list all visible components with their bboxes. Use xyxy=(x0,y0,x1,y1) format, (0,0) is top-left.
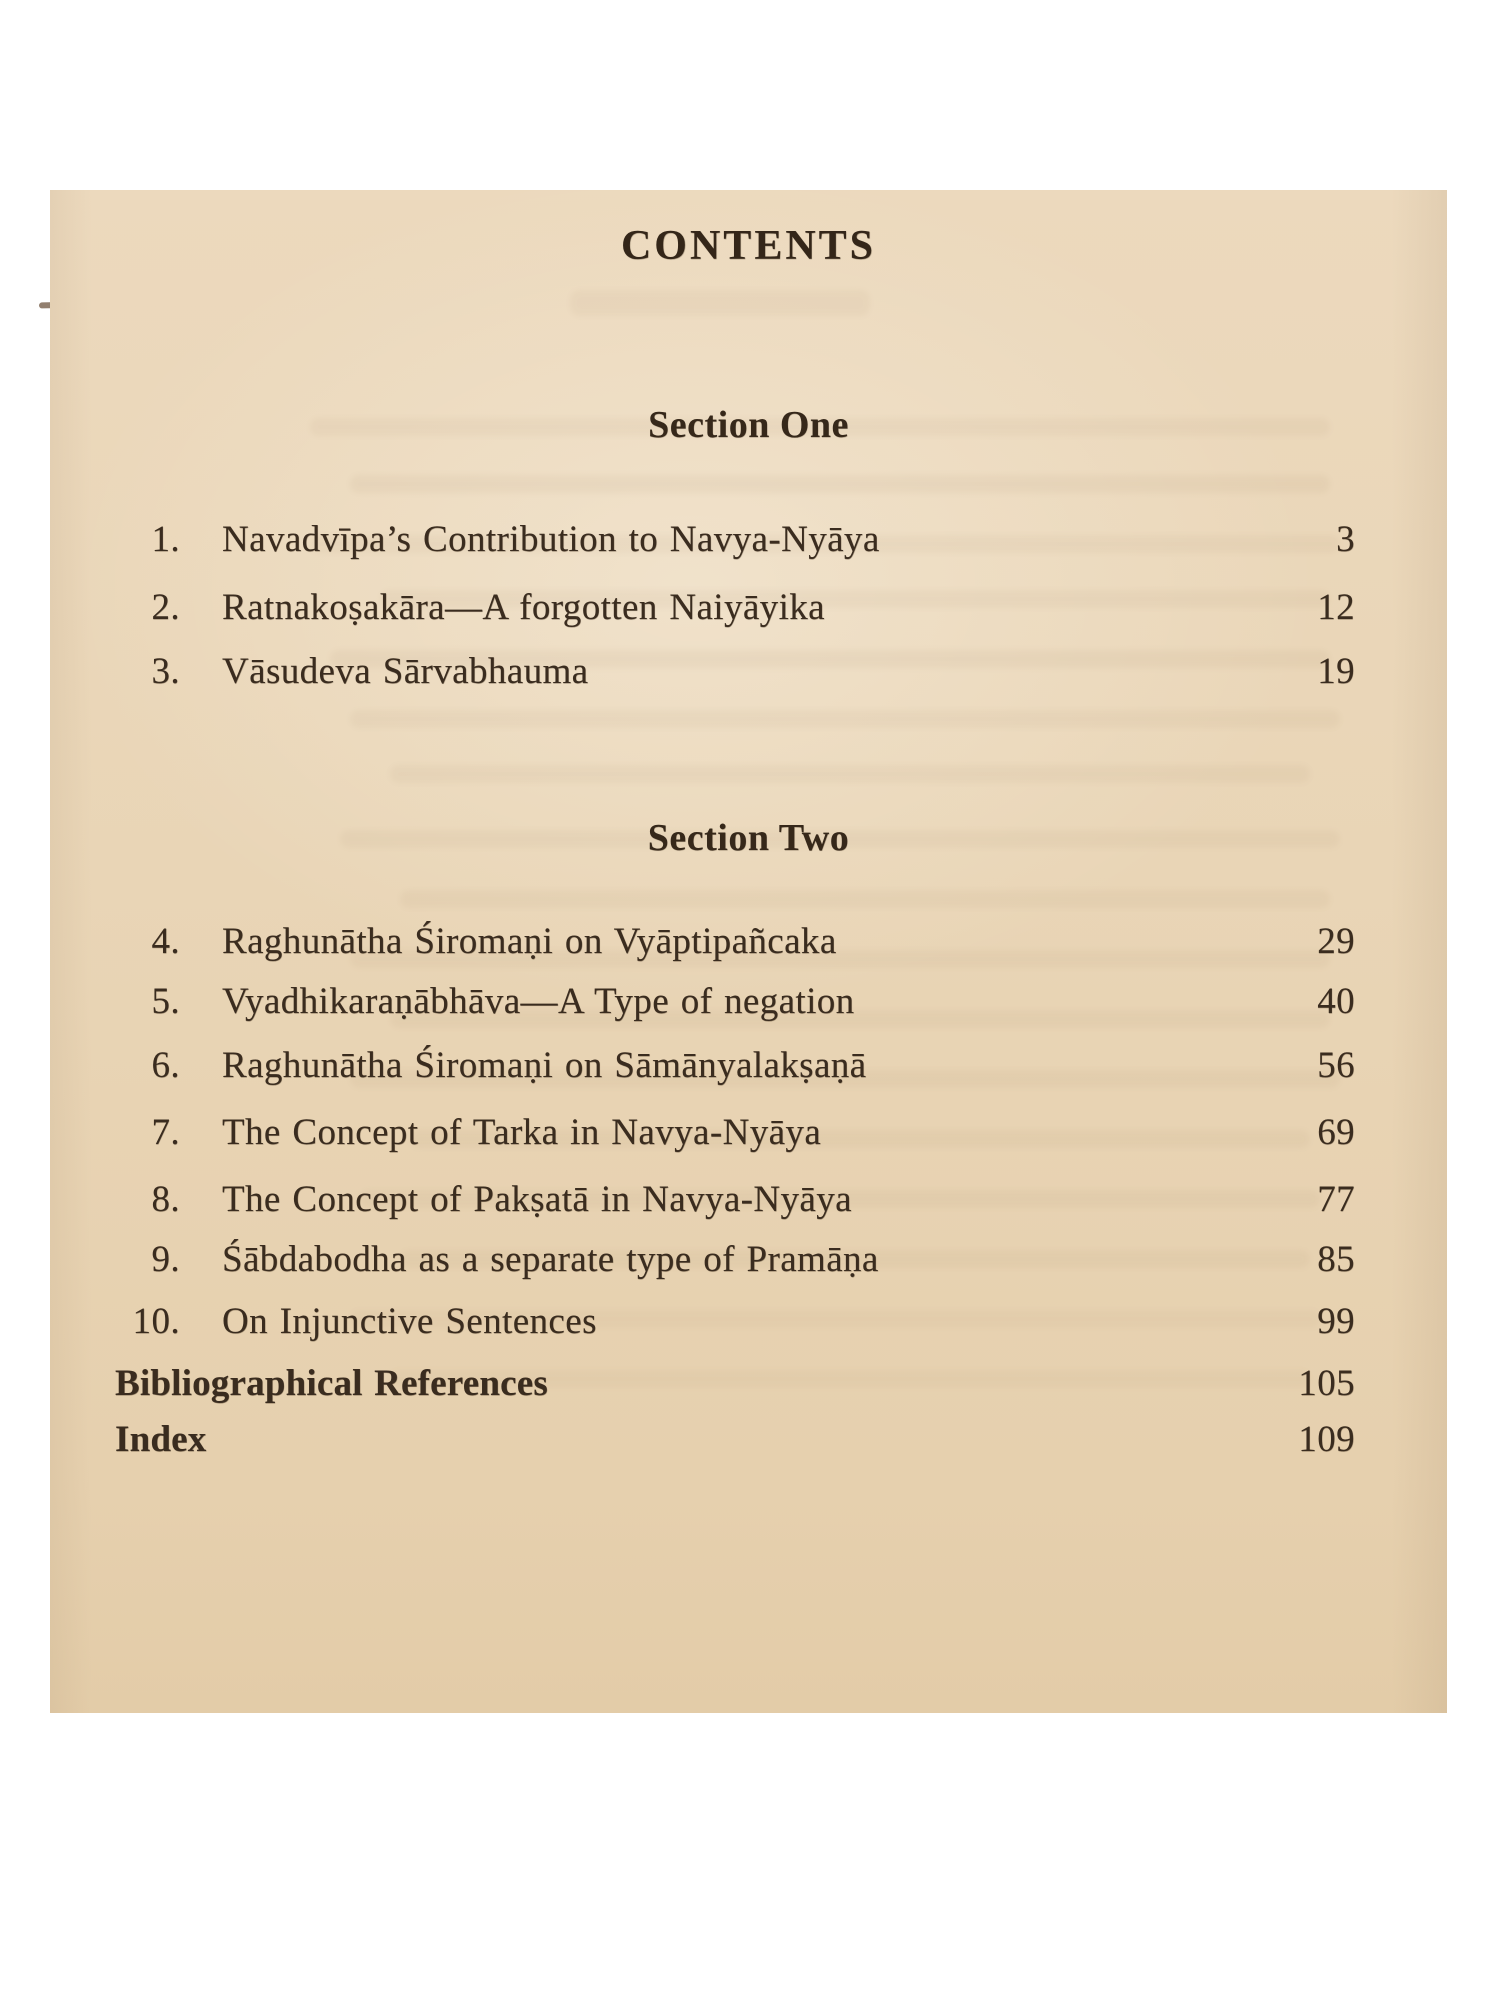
toc-item-number: 4. xyxy=(151,921,180,962)
toc-item-title: Śābdabodha as a separate type of Pramāṇa xyxy=(222,1239,879,1280)
bleed-through-artifact xyxy=(350,710,1340,728)
toc-item-page: 12 xyxy=(1317,587,1355,628)
back-matter-title: Bibliographical References xyxy=(115,1363,548,1404)
toc-item xyxy=(50,646,1447,698)
back-matter-page: 109 xyxy=(1298,1419,1355,1460)
toc-item-page: 29 xyxy=(1317,921,1355,962)
bleed-through-artifact xyxy=(570,290,870,316)
toc-item-title: Raghunātha Śiromaṇi on Sāmānyalakṣaṇā xyxy=(222,1045,867,1086)
bleed-through-artifact xyxy=(390,765,1310,783)
toc-item-number: 7. xyxy=(151,1112,180,1153)
toc-item xyxy=(50,1040,1447,1092)
toc-item-title: Raghunātha Śiromaṇi on Vyāptipañcaka xyxy=(222,921,837,962)
toc-item xyxy=(50,1107,1447,1159)
toc-item-title: Navadvīpa’s Contribution to Navya-Nyāya xyxy=(222,519,880,560)
toc-item-title: Vyadhikaraṇābhāva—A Type of negation xyxy=(222,981,855,1022)
toc-item-page: 77 xyxy=(1317,1179,1355,1220)
toc-item-page: 56 xyxy=(1317,1045,1355,1086)
toc-item-page: 19 xyxy=(1317,651,1355,692)
back-matter-row xyxy=(50,1358,1447,1410)
toc-item-number: 1. xyxy=(151,519,180,560)
toc-item xyxy=(50,582,1447,634)
section-two-heading: Section Two xyxy=(647,817,850,859)
toc-item-title: Ratnakoṣakāra—A forgotten Naiyāyika xyxy=(222,587,825,628)
toc-item-number: 5. xyxy=(151,981,180,1022)
toc-item xyxy=(50,976,1447,1028)
bleed-through-artifact xyxy=(350,475,1330,493)
toc-item-title: On Injunctive Sentences xyxy=(222,1301,597,1342)
toc-item-page: 85 xyxy=(1317,1239,1355,1280)
back-matter-row xyxy=(50,1414,1447,1466)
toc-item-page: 69 xyxy=(1317,1112,1355,1153)
toc-item-number: 8. xyxy=(151,1179,180,1220)
toc-item-title: The Concept of Pakṣatā in Navya-Nyāya xyxy=(222,1179,852,1220)
toc-item xyxy=(50,1174,1447,1226)
toc-item xyxy=(50,1296,1447,1348)
toc-item-title: The Concept of Tarka in Navya-Nyāya xyxy=(222,1112,822,1153)
book-page xyxy=(50,190,1447,1713)
toc-item-number: 3. xyxy=(151,651,180,692)
toc-item-number: 2. xyxy=(151,587,180,628)
toc-item-page: 40 xyxy=(1317,981,1355,1022)
section-one-heading: Section One xyxy=(648,404,849,446)
toc-item xyxy=(50,514,1447,566)
bleed-through-artifact xyxy=(400,890,1330,908)
toc-item xyxy=(50,916,1447,968)
toc-item xyxy=(50,1234,1447,1286)
toc-item-title: Vāsudeva Sārvabhauma xyxy=(222,651,589,692)
toc-item-page: 3 xyxy=(1336,519,1355,560)
page-title: CONTENTS xyxy=(620,223,877,269)
back-matter-title: Index xyxy=(115,1419,207,1460)
toc-item-number: 6. xyxy=(151,1045,180,1086)
back-matter-page: 105 xyxy=(1298,1363,1355,1404)
toc-item-number: 9. xyxy=(151,1239,180,1280)
toc-item-number: 10. xyxy=(132,1301,180,1342)
toc-item-page: 99 xyxy=(1317,1301,1355,1342)
